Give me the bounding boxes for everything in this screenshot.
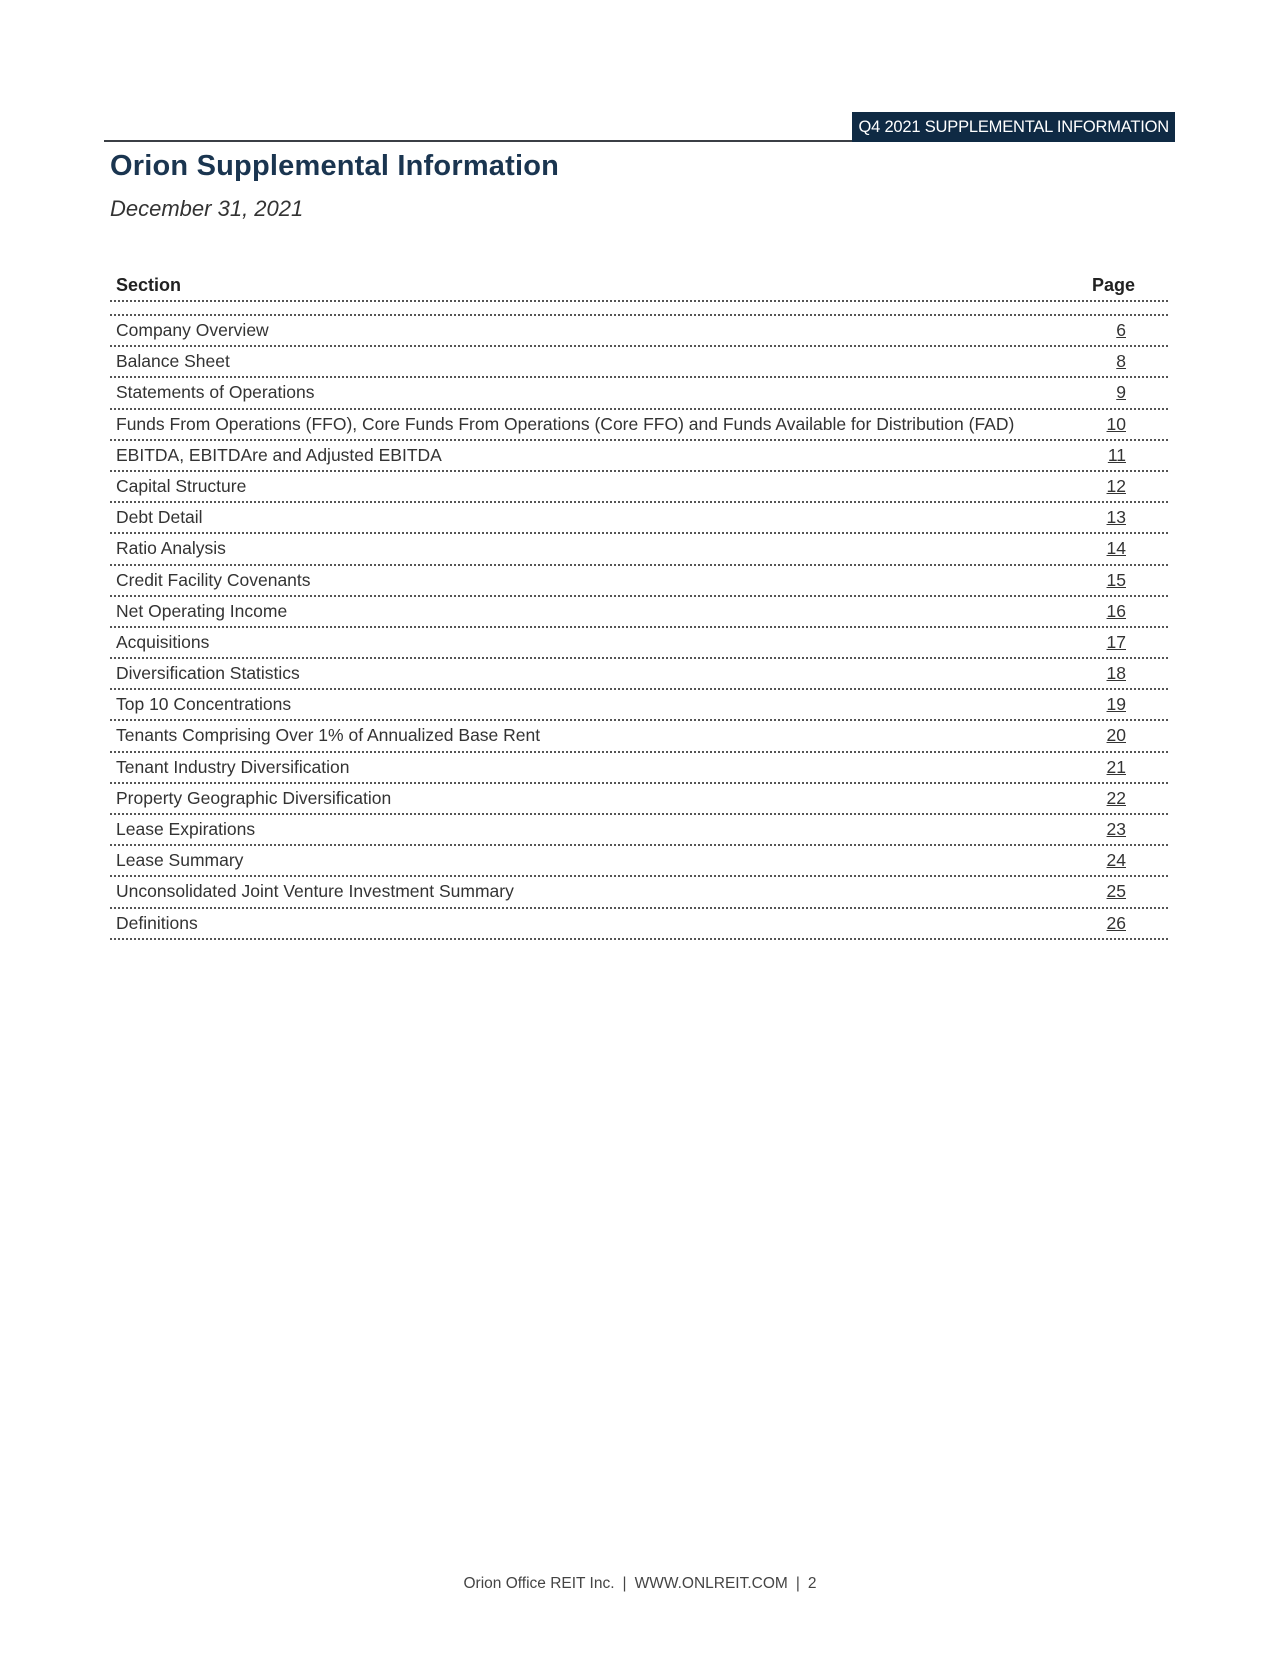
toc-row[interactable] [110, 815, 1168, 846]
toc-page-header: Page [1091, 275, 1135, 295]
toc-row[interactable] [110, 316, 1168, 347]
table-of-contents [110, 272, 1168, 940]
toc-page-link[interactable]: 14 [1106, 538, 1126, 559]
toc-row[interactable] [110, 877, 1168, 908]
toc-row-label: Tenant Industry Diversification [116, 756, 350, 777]
toc-row-label: Acquisitions [116, 631, 210, 652]
toc-page-link[interactable]: 20 [1106, 725, 1126, 746]
toc-page-link[interactable]: 25 [1106, 881, 1126, 902]
toc-row[interactable] [110, 378, 1168, 409]
toc-row-label: Funds From Operations (FFO), Core Funds From Operations (Core FFO) and Funds Available for Distribution (FAD) [116, 413, 1015, 434]
toc-row[interactable] [110, 410, 1168, 441]
toc-row[interactable] [110, 566, 1168, 597]
toc-row[interactable] [110, 441, 1168, 472]
footer-separator: | [795, 1575, 800, 1592]
toc-page-link[interactable]: 22 [1106, 787, 1126, 808]
toc-row[interactable] [110, 753, 1168, 784]
toc-page-link[interactable]: 15 [1106, 569, 1126, 590]
toc-section-header: Section [116, 275, 182, 295]
toc-row[interactable] [110, 721, 1168, 752]
toc-row[interactable] [110, 909, 1168, 940]
toc-page-link[interactable]: 13 [1106, 507, 1126, 528]
toc-row-label: Property Geographic Diversification [116, 787, 392, 808]
toc-row-label: Unconsolidated Joint Venture Investment Summary [116, 881, 514, 902]
document-date: December 31, 2021 [110, 196, 304, 221]
header-banner: Q4 2021 SUPPLEMENTAL INFORMATION [852, 112, 1175, 142]
toc-row-label: Lease Expirations [116, 819, 256, 839]
toc-page-link[interactable]: 24 [1106, 850, 1126, 871]
toc-page-link[interactable]: 9 [1116, 382, 1126, 403]
toc-row-label: Tenants Comprising Over 1% of Annualized Base Rent [116, 725, 541, 746]
toc-divider [110, 302, 1168, 316]
toc-rows [110, 316, 1168, 940]
toc-row-label: Ratio Analysis [116, 538, 226, 559]
toc-row[interactable] [110, 659, 1168, 690]
toc-row-label: Company Overview [116, 320, 269, 340]
toc-page-link[interactable]: 18 [1106, 663, 1126, 684]
toc-row[interactable] [110, 846, 1168, 877]
toc-row[interactable] [110, 534, 1168, 565]
toc-page-link[interactable]: 16 [1106, 600, 1126, 621]
toc-row-label: Credit Facility Covenants [116, 569, 311, 590]
toc-row[interactable] [110, 503, 1168, 534]
footer-page-number: 2 [807, 1575, 817, 1592]
toc-page-link[interactable]: 26 [1106, 912, 1126, 933]
toc-page-link[interactable]: 19 [1106, 694, 1126, 715]
toc-row[interactable] [110, 597, 1168, 628]
toc-row[interactable] [110, 347, 1168, 378]
toc-row-label: Net Operating Income [116, 600, 288, 621]
toc-row-label: Definitions [116, 912, 198, 933]
toc-page-link[interactable]: 17 [1106, 631, 1126, 652]
footer-separator: | [622, 1575, 627, 1592]
toc-row-label: EBITDA, EBITDAre and Adjusted EBITDA [116, 444, 442, 465]
toc-row-label: Lease Summary [116, 850, 244, 871]
toc-row-label: Debt Detail [116, 507, 203, 528]
footer-company: Orion Office REIT Inc. [463, 1575, 615, 1592]
toc-row-label: Diversification Statistics [116, 663, 300, 684]
toc-row-label: Statements of Operations [116, 382, 315, 403]
toc-row[interactable] [110, 784, 1168, 815]
toc-page-link[interactable]: 23 [1106, 819, 1126, 839]
toc-row[interactable] [110, 690, 1168, 721]
toc-row-label: Capital Structure [116, 475, 247, 496]
toc-page-link[interactable]: 21 [1106, 756, 1126, 777]
document-title: Orion Supplemental Information [110, 150, 560, 182]
toc-page-link[interactable]: 8 [1116, 351, 1126, 372]
footer-website-link[interactable]: WWW.ONLREIT.COM [634, 1575, 788, 1592]
toc-row-label: Balance Sheet [116, 351, 230, 372]
footer [0, 1575, 1280, 1593]
toc-header-row [110, 272, 1168, 302]
toc-row[interactable] [110, 472, 1168, 503]
toc-row-label: Top 10 Concentrations [116, 694, 292, 715]
toc-page-link[interactable]: 10 [1106, 413, 1126, 434]
toc-row[interactable] [110, 628, 1168, 659]
toc-page-link[interactable]: 11 [1107, 444, 1126, 465]
toc-page-link[interactable]: 12 [1106, 475, 1126, 496]
toc-page-link[interactable]: 6 [1116, 320, 1126, 340]
